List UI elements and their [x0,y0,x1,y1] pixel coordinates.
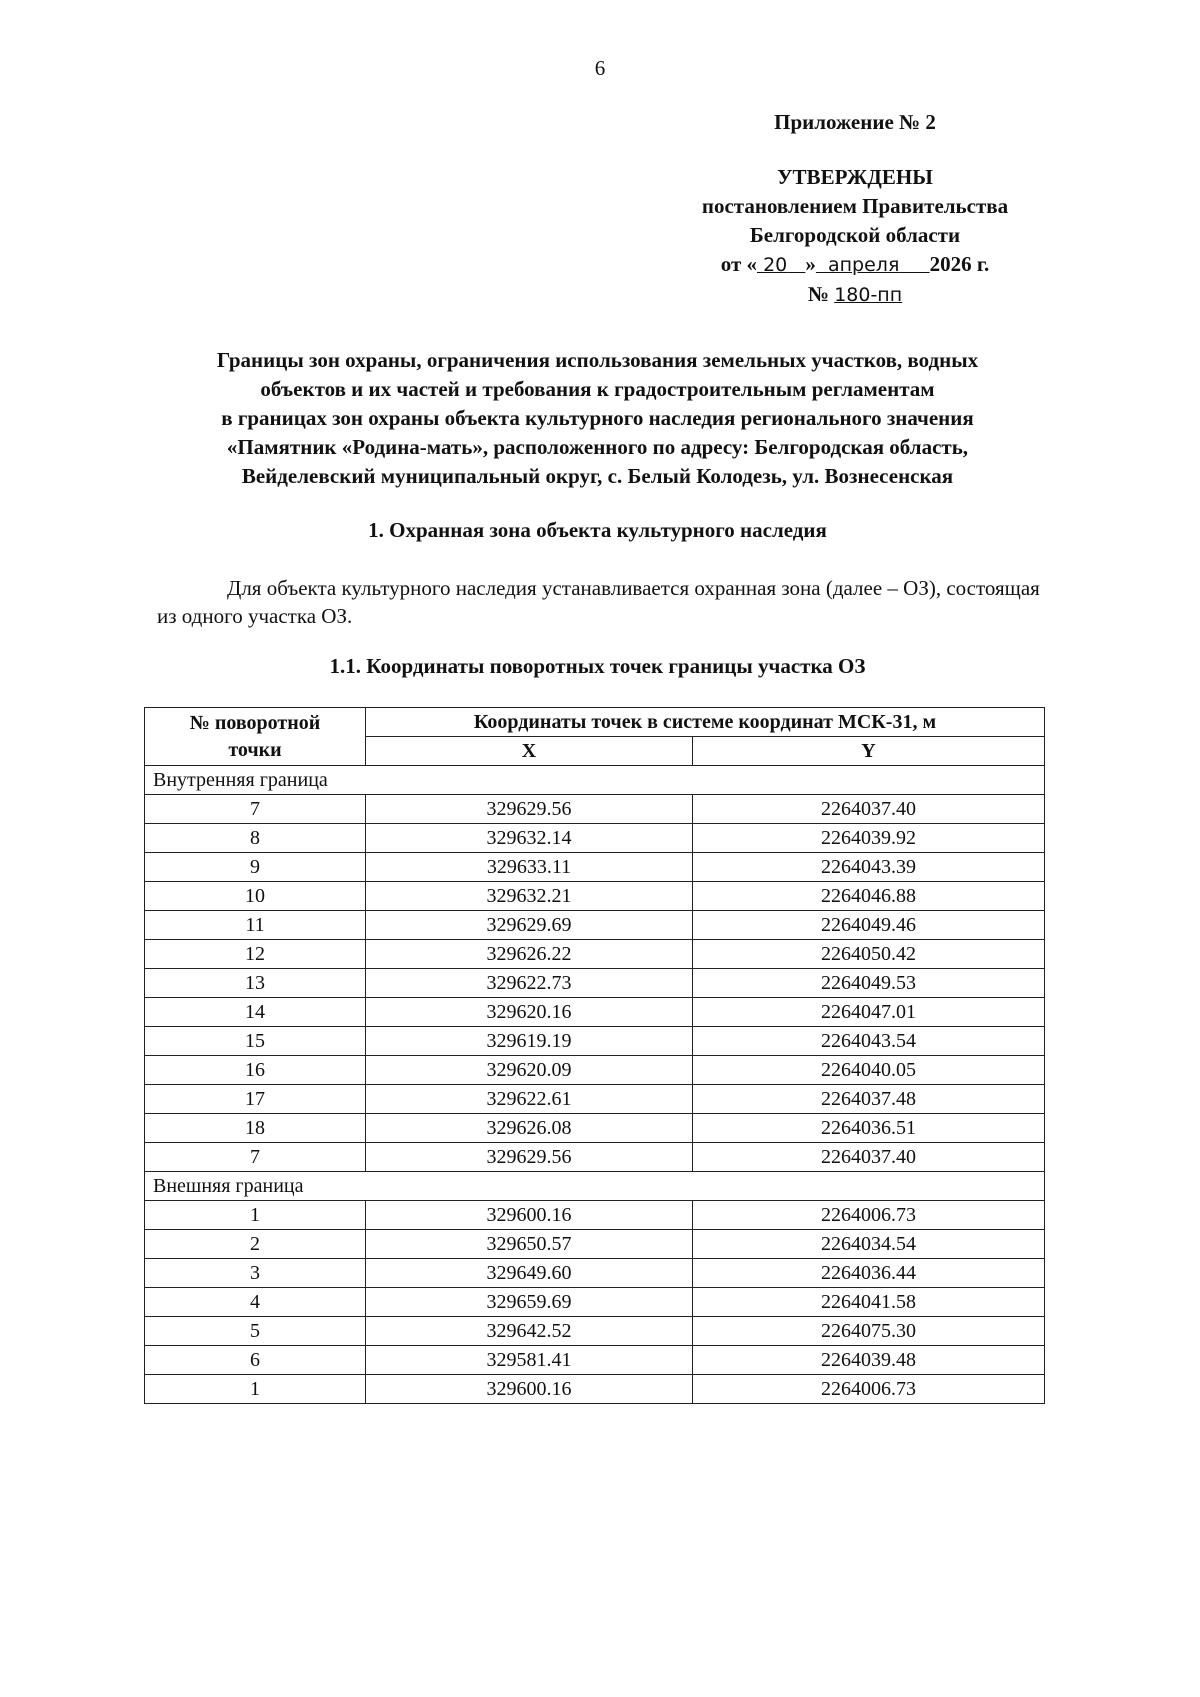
x-cell: 329622.61 [366,1085,693,1114]
approval-block [700,108,1010,310]
x-cell: 329649.60 [366,1259,693,1288]
month-value: апреля [827,254,900,276]
point-number-cell: 7 [145,1143,366,1172]
title-line: в границах зон охраны объекта культурного наследия регионального значения [221,406,974,430]
x-cell: 329632.14 [366,824,693,853]
date-month [816,254,930,276]
y-cell: 2264075.30 [693,1317,1045,1346]
table-title: 1.1. Координаты поворотных точек границы участка ОЗ [329,654,866,678]
point-number-cell: 3 [145,1259,366,1288]
table-row [145,1375,1045,1404]
x-cell: 329622.73 [366,969,693,998]
coordinates-table [144,707,1045,1404]
header-point-number: № поворотной точки [145,708,366,766]
y-cell: 2264036.44 [693,1259,1045,1288]
table-row [145,911,1045,940]
table-row [145,1346,1045,1375]
table-row [145,940,1045,969]
table-row [145,1230,1045,1259]
x-cell: 329619.19 [366,1027,693,1056]
group-row [145,766,1045,795]
table-row [145,1085,1045,1114]
section-heading: 1. Охранная зона объекта культурного наследия [368,518,827,542]
date-mid: » [805,252,816,276]
header-coordinates: Координаты точек в системе координат МСК-31, м [366,708,1045,737]
y-cell: 2264043.54 [693,1027,1045,1056]
table-row [145,1027,1045,1056]
table-row [145,824,1045,853]
table-row [145,1317,1045,1346]
table-row [145,1114,1045,1143]
y-cell: 2264046.88 [693,882,1045,911]
x-cell: 329629.56 [366,1143,693,1172]
body-paragraph: Для объекта культурного наследия устанавливается охранная зона (далее – ОЗ), состоящая из одного участка ОЗ. [157,576,1040,628]
x-cell: 329620.09 [366,1056,693,1085]
x-cell: 329600.16 [366,1375,693,1404]
point-number-cell: 8 [145,824,366,853]
point-number-cell: 5 [145,1317,366,1346]
date-year: 2026 г. [929,252,990,276]
x-cell: 329620.16 [366,998,693,1027]
header-y: Y [693,737,1045,766]
table-row [145,998,1045,1027]
x-cell: 329629.56 [366,795,693,824]
x-cell: 329629.69 [366,911,693,940]
y-cell: 2264037.40 [693,1143,1045,1172]
table-row [145,882,1045,911]
title-line: Границы зон охраны, ограничения использования земельных участков, водных [216,348,979,372]
point-number-cell: 12 [145,940,366,969]
title-line: объектов и их частей и требования к градостроительным регламентам [260,377,935,401]
x-cell: 329626.08 [366,1114,693,1143]
y-cell: 2264036.51 [693,1114,1045,1143]
y-cell: 2264049.46 [693,911,1045,940]
y-cell: 2264034.54 [693,1230,1045,1259]
x-cell: 329642.52 [366,1317,693,1346]
y-cell: 2264043.39 [693,853,1045,882]
approval-number [700,280,1010,310]
point-number-cell: 17 [145,1085,366,1114]
y-cell: 2264037.40 [693,795,1045,824]
x-cell: 329581.41 [366,1346,693,1375]
table-row [145,969,1045,998]
page-number: 6 [594,56,606,80]
y-cell: 2264050.42 [693,940,1045,969]
number-value: 180-пп [834,284,903,306]
group-label: Внутренняя граница [145,766,1045,795]
y-cell: 2264047.01 [693,998,1045,1027]
x-cell: 329600.16 [366,1201,693,1230]
point-number-cell: 15 [145,1027,366,1056]
approval-date [700,250,1010,280]
x-cell: 329659.69 [366,1288,693,1317]
y-cell: 2264040.05 [693,1056,1045,1085]
approved-by-line2: Белгородской области [749,223,961,247]
date-prefix: от « [720,252,758,276]
approved-by-line1: постановлением Правительства [701,194,1009,218]
point-number-cell: 1 [145,1201,366,1230]
point-number-cell: 6 [145,1346,366,1375]
table-row [145,1201,1045,1230]
point-number-cell: 13 [145,969,366,998]
day-value: 20 [763,254,788,276]
y-cell: 2264037.48 [693,1085,1045,1114]
x-cell: 329626.22 [366,940,693,969]
table-row [145,795,1045,824]
point-number-cell: 18 [145,1114,366,1143]
table-row [145,1288,1045,1317]
x-cell: 329650.57 [366,1230,693,1259]
y-cell: 2264039.48 [693,1346,1045,1375]
y-cell: 2264006.73 [693,1201,1045,1230]
title-line: Вейделевский муниципальный округ, с. Белый Колодезь, ул. Вознесенская [241,464,954,488]
y-cell: 2264041.58 [693,1288,1045,1317]
table-row [145,1056,1045,1085]
group-row [145,1172,1045,1201]
point-number-cell: 14 [145,998,366,1027]
point-number-cell: 9 [145,853,366,882]
point-number-cell: 11 [145,911,366,940]
header-x: X [366,737,693,766]
table-row [145,1259,1045,1288]
title-line: «Памятник «Родина-мать», расположенного по адресу: Белгородская область, [226,435,969,459]
y-cell: 2264049.53 [693,969,1045,998]
x-cell: 329633.11 [366,853,693,882]
y-cell: 2264039.92 [693,824,1045,853]
point-number-cell: 10 [145,882,366,911]
approved-label: УТВЕРЖДЕНЫ [777,165,933,189]
point-number-cell: 4 [145,1288,366,1317]
x-cell: 329632.21 [366,882,693,911]
point-number-cell: 7 [145,795,366,824]
number-prefix: № [807,282,829,306]
group-label: Внешняя граница [145,1172,1045,1201]
point-number-cell: 1 [145,1375,366,1404]
table-row [145,1143,1045,1172]
y-cell: 2264006.73 [693,1375,1045,1404]
date-day [757,254,805,276]
point-number-cell: 16 [145,1056,366,1085]
point-number-cell: 2 [145,1230,366,1259]
document-title [140,346,1055,491]
table-row [145,853,1045,882]
appendix-label: Приложение № 2 [774,110,936,134]
